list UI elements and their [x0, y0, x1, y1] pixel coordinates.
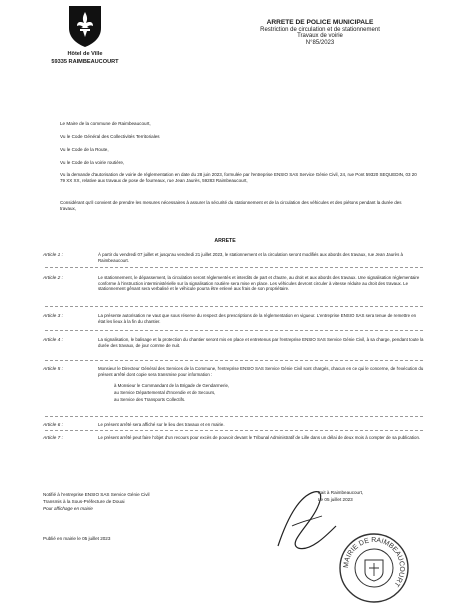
visa-2: Vu le Code Général des Collectivités Territoriales [60, 134, 160, 139]
article-4-text: La signalisation, le balisage et la protection du chantier seront mis en place et entretenus par l'entreprise ENSIO SAS Service Génie Civil, à sa charge, pendant toute la durée des travaux, de jour comme de nuit. [98, 337, 424, 348]
considerant-1: Vu la demande d'autorisation de voirie de réglementation en date du 28 juin 2023, formulée par l'entreprise ENSIO SAS Service Génie Civil, 24, rue Pont 59320 SEQUEDIN, 03 20 79 XX XX, relative aux travaux de pose de fourreaux, rue Jean Jaurès, 59283 Raimbeaucourt, [60, 172, 417, 183]
article-3-label: Article 3 : [43, 314, 63, 319]
visa-3: Vu le Code de la Route, [60, 147, 109, 152]
article-5-bullet-1: à Monsieur le Commandant de la Brigade de Gendarmerie, [114, 383, 230, 388]
town-address [40, 51, 130, 66]
town-line-2: 59335 RAIMBEAUCOURT [51, 58, 119, 65]
divider [45, 430, 423, 431]
article-3-text: La présente autorisation ne vaut que sous réserve du respect des prescriptions de la réglementation en vigueur. L'entreprise ENSIO SAS sera tenue de remettre en état les lieux à la fin du chantier. [98, 313, 417, 324]
coat-of-arms-logo [67, 4, 103, 48]
title-line-4: N°85/2023 [305, 39, 335, 46]
divider [45, 416, 423, 417]
considerant-2: Considérant qu'il convient de prendre les mesures nécessaires à assurer la sécurité du stationnement et de la circulation des véhicules et des piétons pendant la durée des travaux, [60, 200, 402, 211]
article-7-text: Le présent arrêté peut faire l'objet d'un recours pour excès de pouvoir devant le Tribunal Administratif de Lille dans un délai de deux mois à compter de sa publication. [98, 435, 421, 440]
article-5-label: Article 5 : [43, 367, 63, 372]
signature-line-1: Fait à Raimbeaucourt, [318, 490, 364, 495]
notified-line-1: Notifié à l'entreprise ENSIO SAS Service Génie Civil [43, 492, 150, 497]
article-1-text: À partir du vendredi 07 juillet et jusqu'au vendredi 21 juillet 2023, le stationnement et la circulation seront modifiés aux abords des travaux, rue Jean Jaurès à Raimbeaucourt. [98, 252, 403, 263]
town-line-1: Hôtel de Ville [67, 51, 103, 57]
article-5-bullet-2: au Service Départemental d'Incendie et de Secours, [114, 390, 216, 395]
article-7-label: Article 7 : [43, 436, 63, 441]
visa-4: Vu le Code de la voirie routière, [60, 160, 125, 165]
article-2-label: Article 2 : [43, 276, 63, 281]
title-line-3: Travaux de voirie [297, 33, 343, 39]
article-6-label: Article 6 : [43, 423, 63, 428]
article-5-text: Monsieur le Directeur Général des Services de la Commune, l'entreprise ENSIO SAS Service Génie Civil sont chargés, chacun en ce qui le concerne, de l'exécution du présent arrêté dont copie sera transmise pour information : [98, 366, 424, 377]
divider [45, 360, 423, 361]
notified-line-2: Transmis à la Sous-Préfecture de Douai [43, 499, 125, 504]
article-4-label: Article 4 : [43, 338, 63, 343]
signature-line-2: Le 05 juillet 2023 [318, 497, 353, 502]
notified-line-3: Pour affichage en mairie [43, 506, 93, 511]
handwritten-signature [270, 486, 344, 560]
official-stamp [338, 532, 410, 604]
divider [45, 267, 423, 268]
published-line: Publié en mairie le 05 juillet 2023 [43, 536, 111, 541]
divider [45, 306, 423, 307]
article-5-bullet-3: au Service des Transports Collectifs. [114, 397, 186, 402]
divider [45, 330, 423, 331]
visa-1: Le Maire de la commune de Raimbeaucourt, [60, 121, 151, 126]
title-line-2: Restriction de circulation et de stationnement [260, 26, 380, 33]
decree-title [255, 20, 385, 46]
article-1-label: Article 1 : [43, 253, 63, 258]
stamp-text: MAIRIE DE RAIMBEAUCOURT [342, 536, 406, 588]
arrete-heading: ARRETE [214, 238, 236, 244]
article-6-text: Le présent arrêté sera affiché sur le lieu des travaux et en mairie. [98, 422, 225, 427]
article-2-text: Le stationnement, le dépassement, la circulation seront réglementés et interdits de part et d'autre, au droit et aux abords des travaux. Une signalisation réglementaire conforme à l'instruction interministérielle sur la signalisation routière sera mise en place. Les véhicules devront circuler à vitesse réduite au droit des travaux. Le stationnement gênant sera verbalisé et le véhicule pourra être enlevé aux frais de son propriétaire. [98, 275, 420, 292]
title-line-1: ARRETE DE POLICE MUNICIPALE [266, 19, 374, 26]
